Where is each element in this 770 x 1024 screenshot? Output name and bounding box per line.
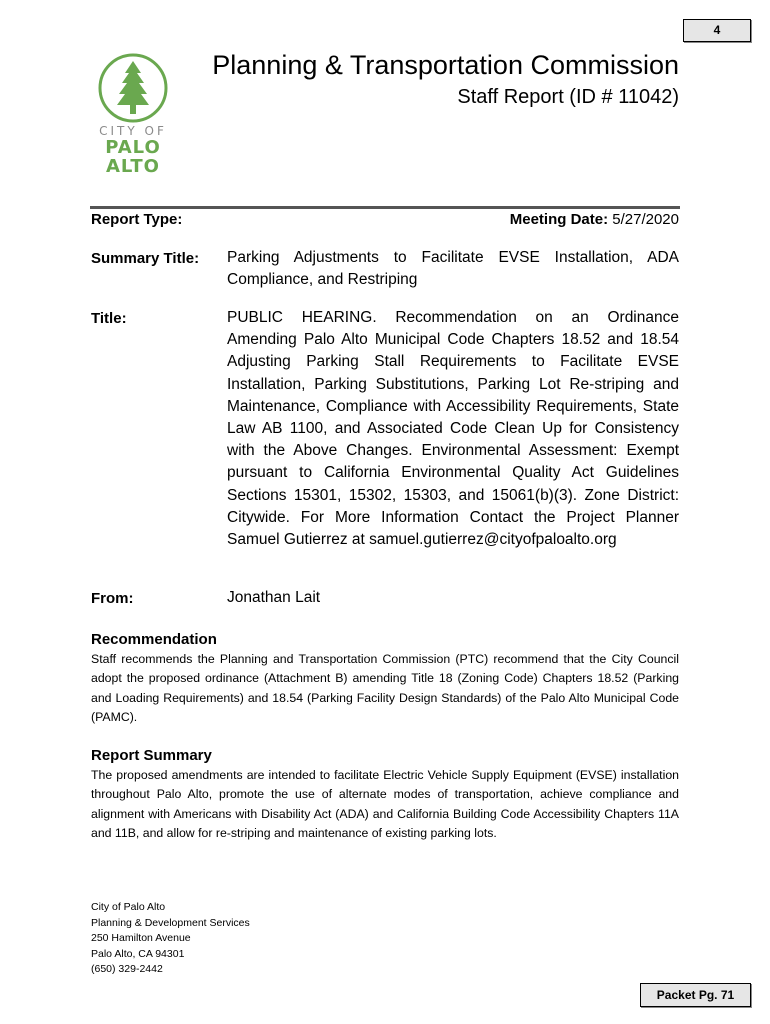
logo-city-of: CITY OF xyxy=(99,124,167,138)
summary-title-label: Summary Title: xyxy=(91,250,200,267)
logo-alto: ALTO xyxy=(105,156,160,177)
report-summary-body: The proposed amendments are intended to facilitate Electric Vehicle Supply Equipment (EVSE) installation throughout Palo Alto, promote the use of alternate modes of transportation, achieve compliance and alignment with Americans with Disability Act (ADA) and California Building Code Accessibility Chapters 11A and 11B, and allow for re-striping and maintenance of existing parking lots. xyxy=(91,768,679,841)
footer-line: Planning & Development Services xyxy=(91,916,250,929)
packet-page-badge: Packet Pg. 71 xyxy=(640,983,751,1007)
report-type-label: Report Type: xyxy=(91,211,183,228)
header-divider xyxy=(90,206,680,209)
page-number-badge: 4 xyxy=(683,19,751,42)
title-value: PUBLIC HEARING. Recommendation on an Ordinance Amending Palo Alto Municipal Code Chapters 18.52 and 18.54 Adjusting Parking Stall Requirements to Facilitate EVSE Installation, Parking Substitutions, Parking Lot Re-striping and Maintenance, Compliance with Accessibility Requirements, State Law AB 1100, and Associated Code Clean Up for Consistency with the Above Changes. Environmental Assessment: Exempt pursuant to California Environmental Quality Act Guidelines Sections 15301, 15302, 15303, and 15061(b)(3). Zone District: Citywide. For More Information Contact the Project Planner Samuel Gutierrez at samuel.gutierrez@cityofpaloalto.org xyxy=(227,309,679,549)
logo-palo: PALO xyxy=(105,137,161,158)
recommendation-body: Staff recommends the Planning and Transportation Commission (PTC) recommend that the City Council adopt the proposed ordinance (Attachment B) amending Title 18 (Zoning Code) Chapters 18.52 (Parking and Loading Requirements) and 18.54 (Parking Facility Design Standards) of the Palo Alto Municipal Code (PAMC). xyxy=(91,652,679,725)
redwood-tree-icon xyxy=(98,53,168,123)
city-logo xyxy=(98,53,168,178)
meeting-date xyxy=(510,211,679,228)
footer-line: 250 Hamilton Avenue xyxy=(91,932,191,945)
from-value: Jonathan Lait xyxy=(227,589,321,606)
page-subtitle: Staff Report (ID # 11042) xyxy=(457,86,679,108)
footer-address xyxy=(91,900,250,978)
footer-line: City of Palo Alto xyxy=(91,901,166,913)
recommendation-heading: Recommendation xyxy=(91,631,217,648)
report-summary-heading: Report Summary xyxy=(91,747,212,764)
from-label: From: xyxy=(91,590,134,607)
title-label: Title: xyxy=(91,310,127,327)
meeting-date-label: Meeting Date: xyxy=(509,211,609,228)
page-title: Planning & Transportation Commission xyxy=(212,50,679,80)
summary-title-value: Parking Adjustments to Facilitate EVSE Installation, ADA Compliance, and Restriping xyxy=(227,249,679,289)
meeting-date-value: 5/27/2020 xyxy=(612,211,679,228)
footer-line: Palo Alto, CA 94301 xyxy=(91,947,185,960)
footer-line: (650) 329-2442 xyxy=(91,963,163,976)
